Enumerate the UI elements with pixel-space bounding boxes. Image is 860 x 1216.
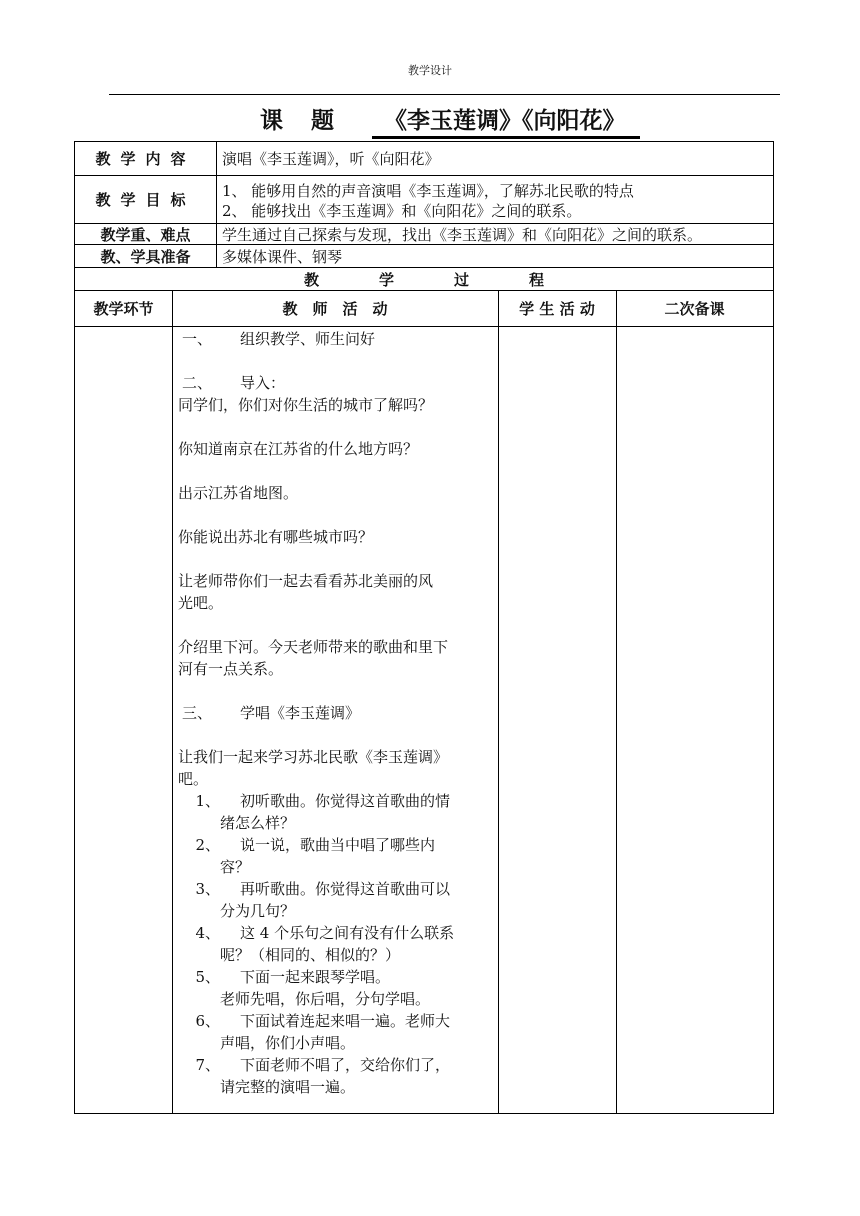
divider (172, 291, 173, 1113)
col-teacher: 教 师 活 动 (172, 291, 498, 327)
paragraph: 让老师带你们一起去看看苏北美丽的风 (178, 572, 434, 590)
step-item: 4、 这 4 个乐句之间有没有什么联系 (195, 924, 455, 942)
paragraph: 你知道南京在江苏省的什么地方吗？ (178, 440, 419, 458)
teacher-activity (178, 328, 494, 1098)
row-content (75, 142, 773, 176)
objective-2: 2、 能够找出《李玉莲调》和《向阳花》之间的联系。 (222, 202, 582, 220)
paragraph: 介绍里下河。今天老师带来的歌曲和里下 (178, 638, 449, 656)
step-continuation: 分为几句？ (220, 902, 296, 920)
value-materials: 多媒体课件、钢琴 (222, 247, 343, 266)
paragraph: 让我们一起来学习苏北民歌《李玉莲调》 (178, 748, 449, 766)
divider (498, 291, 499, 1113)
page-header: 教学设计 (408, 64, 452, 77)
process-heading: 教 学 过 程 (75, 268, 773, 291)
section-2: 二、 导入： (182, 374, 286, 392)
title-name: 《李玉莲调》《向阳花》 (372, 106, 640, 139)
title-label: 课 题 (260, 108, 345, 134)
label-objectives: 教学目标 (75, 176, 217, 223)
paragraph: 光吧。 (178, 594, 224, 612)
value-key-points: 学生通过自己探索与发现，找出《李玉莲调》和《向阳花》之间的联系。 (222, 225, 703, 244)
lesson-plan-table (74, 141, 774, 1114)
header-divider (109, 94, 780, 95)
step-continuation: 声唱，你们小声唱。 (220, 1034, 356, 1052)
step-continuation: 容？ (220, 858, 251, 876)
col-stage: 教学环节 (75, 291, 172, 327)
label-content: 教学内容 (75, 142, 217, 175)
step-item: 7、 下面老师不唱了，交给你们了， (195, 1056, 451, 1074)
step-continuation: 老师先唱，你后唱，分句学唱。 (220, 990, 431, 1008)
col-revision: 二次备课 (616, 291, 773, 327)
paragraph: 你能说出苏北有哪些城市吗？ (178, 528, 374, 546)
row-objectives (75, 176, 773, 224)
paragraph: 吧。 (178, 770, 209, 788)
step-continuation: 呢？（相同的、相似的？） (220, 946, 401, 964)
section-1: 一、 组织教学、师生问好 (182, 330, 376, 348)
paragraph: 出示江苏省地图。 (178, 484, 299, 502)
col-student: 学 生 活 动 (498, 291, 616, 327)
step-item: 6、 下面试着连起来唱一遍。老师大 (195, 1012, 451, 1030)
step-item: 5、 下面一起来跟琴学唱。 (195, 968, 391, 986)
row-key-points (75, 224, 773, 245)
step-item: 2、 说一说，歌曲当中唱了哪些内 (195, 836, 436, 854)
step-item: 3、 再听歌曲。你觉得这首歌曲可以 (195, 880, 451, 898)
paragraph: 同学们，你们对你生活的城市了解吗？ (178, 396, 434, 414)
value-objectives (217, 176, 773, 223)
label-materials: 教、学具准备 (75, 245, 217, 267)
step-item: 1、 初听歌曲。你觉得这首歌曲的情 (195, 792, 451, 810)
value-content: 演唱《李玉莲调》，听《向阳花》 (222, 150, 440, 168)
paragraph: 河有一点关系。 (178, 660, 284, 678)
row-materials (75, 245, 773, 268)
step-continuation: 请完整的演唱一遍。 (220, 1078, 356, 1096)
divider (616, 291, 617, 1113)
step-continuation: 绪怎么样？ (220, 814, 296, 832)
label-key-points: 教学重、难点 (75, 224, 217, 244)
section-3: 三、 学唱《李玉莲调》 (182, 704, 361, 722)
lesson-title (260, 104, 640, 138)
objective-1: 1、 能够用自然的声音演唱《李玉莲调》，了解苏北民歌的特点 (222, 182, 634, 200)
